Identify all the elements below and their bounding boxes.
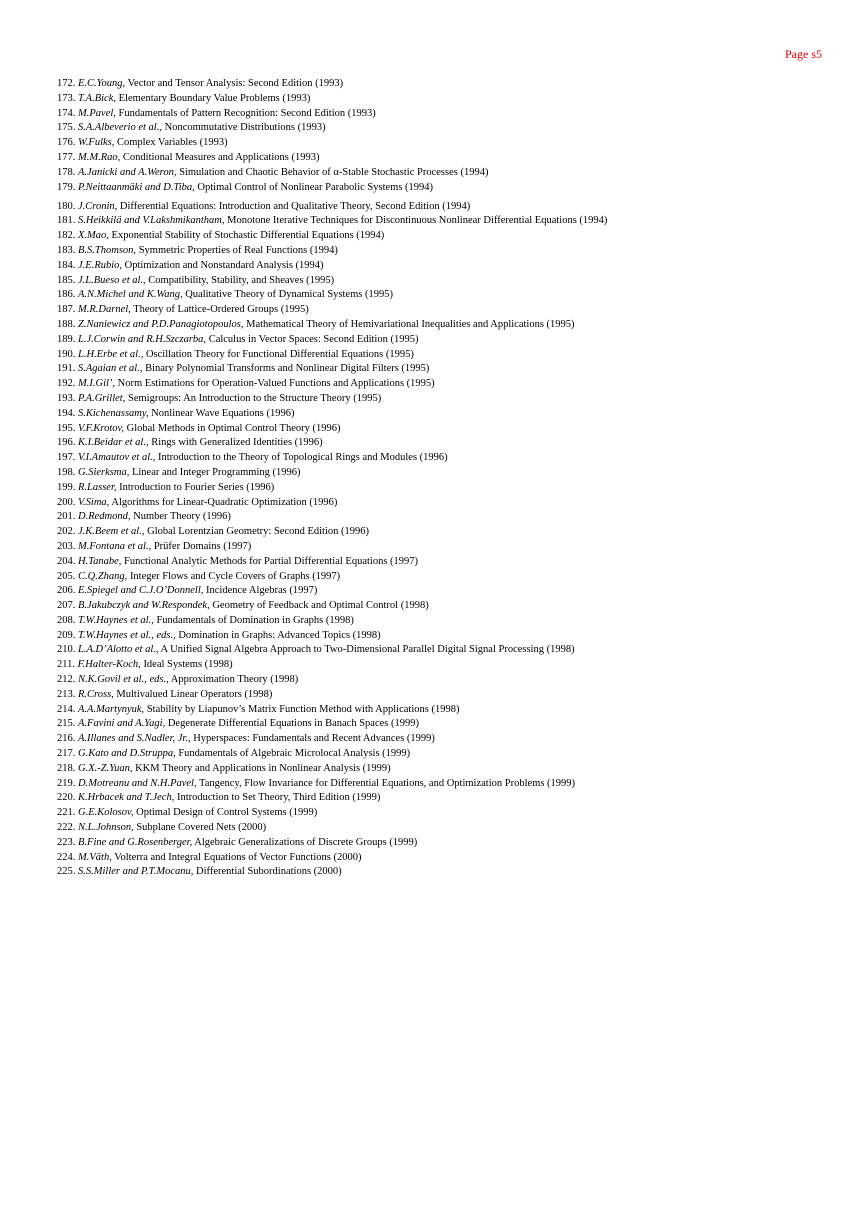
entry-author: N.L.Johnson, xyxy=(78,822,134,834)
entry-title: Global Methods in Optimal Control Theory (1996) xyxy=(126,422,341,434)
entry-number: 172. xyxy=(57,78,76,89)
entry-title: Semigroups: An Introduction to the Structure Theory (1995) xyxy=(127,392,382,404)
list-item xyxy=(57,570,847,585)
entry-title: Conditional Measures and Applications (1993) xyxy=(122,151,320,163)
entry-author: K.Hrbacek and T.Jech, xyxy=(78,792,175,804)
entry-number: 225. xyxy=(57,866,76,878)
entry-author: S.S.Miller and P.T.Mocanu, xyxy=(78,866,194,878)
list-item xyxy=(57,136,847,151)
entry-number: 191. xyxy=(57,363,76,375)
list-item xyxy=(57,584,847,599)
entry-author: S.Agaian et al., xyxy=(78,363,143,375)
list-item xyxy=(57,836,847,851)
entry-number: 213. xyxy=(57,688,76,700)
entry-title: Qualitative Theory of Dynamical Systems (1995) xyxy=(185,289,393,301)
entry-title: Nonlinear Wave Equations (1996) xyxy=(151,407,295,419)
list-item xyxy=(57,422,847,437)
entry-author: Z.Naniewicz and P.D.Panagiotopoulos, xyxy=(78,318,244,330)
entry-number: 209. xyxy=(57,629,76,641)
list-item xyxy=(57,348,847,363)
list-item xyxy=(57,540,847,555)
entry-number: 185. xyxy=(57,274,76,286)
entry-author: A.Illanes and S.Nadler, Jr., xyxy=(78,733,191,745)
entry-title: Elementary Boundary Value Problems (1993) xyxy=(118,92,311,104)
entry-title: Rings with Generalized Identities (1996) xyxy=(151,437,323,449)
list-item xyxy=(57,806,847,821)
entry-title: Binary Polynomial Transforms and Nonlinear Digital Filters (1995) xyxy=(145,363,430,375)
page-number: Page s5 xyxy=(785,47,822,61)
entry-number: 186. xyxy=(57,289,76,301)
list-item xyxy=(57,525,847,540)
entry-author: N.K.Govil et al., eds., xyxy=(78,674,169,686)
entry-number: 177. xyxy=(57,151,76,163)
list-item xyxy=(57,107,847,122)
entry-number: 221. xyxy=(57,807,76,819)
entry-author: A.Favini and A.Yagi, xyxy=(78,718,166,730)
entry-author: G.X.-Z.Yuan, xyxy=(78,762,133,774)
list-item xyxy=(57,333,847,348)
entry-title: Stability by Liapunov’s Matrix Function Method with Applications (1998) xyxy=(146,703,460,715)
entry-number: 200. xyxy=(57,496,76,508)
entry-title: Fundamentals of Algebraic Microlocal Analysis (1999) xyxy=(178,748,411,760)
list-item xyxy=(57,288,847,303)
entry-author: S.A.Albeverio et al., xyxy=(78,122,162,134)
entry-number: 193. xyxy=(57,392,76,404)
entry-number: 197. xyxy=(57,452,76,464)
list-item xyxy=(57,717,847,732)
entry-author: J.Cronin, xyxy=(78,200,118,212)
entry-author: M.M.Rao, xyxy=(78,151,121,163)
entry-author: E.C.Young, xyxy=(78,78,126,89)
list-item xyxy=(57,865,847,880)
list-item xyxy=(57,181,847,200)
entry-author: V.Sima, xyxy=(78,496,110,508)
entry-number: 188. xyxy=(57,318,76,330)
entry-title: Hyperspaces: Fundamentals and Recent Advances (1999) xyxy=(193,733,435,745)
entry-title: Oscillation Theory for Functional Differential Equations (1995) xyxy=(145,348,414,360)
entry-number: 220. xyxy=(57,792,76,804)
entry-title: Exponential Stability of Stochastic Differential Equations (1994) xyxy=(111,230,385,242)
entry-number: 176. xyxy=(57,137,76,149)
entry-number: 217. xyxy=(57,748,76,760)
entry-number: 210. xyxy=(57,644,76,656)
list-item xyxy=(57,629,847,644)
entry-author: B.Jakubczyk and W.Respondek, xyxy=(78,600,210,612)
entry-author: L.H.Erbe et al., xyxy=(78,348,144,360)
list-item xyxy=(57,214,847,229)
list-item xyxy=(57,377,847,392)
entry-title: Optimization and Nonstandard Analysis (1994) xyxy=(124,259,324,271)
entry-number: 219. xyxy=(57,777,76,789)
entry-author: X.Mao, xyxy=(78,230,109,242)
list-item xyxy=(57,244,847,259)
entry-number: 183. xyxy=(57,244,76,256)
entry-author: T.W.Haynes et al., eds., xyxy=(78,629,176,641)
entry-title: Domination in Graphs: Advanced Topics (1998) xyxy=(178,629,381,641)
entry-author: A.Janicki and A.Weron, xyxy=(78,166,177,178)
entry-number: 180. xyxy=(57,200,76,212)
entry-title: Number Theory (1996) xyxy=(133,511,231,523)
entry-number: 204. xyxy=(57,555,76,567)
entry-title: Functional Analytic Methods for Partial Differential Equations (1997) xyxy=(124,555,419,567)
entry-author: T.W.Haynes et al., xyxy=(78,614,154,626)
list-item xyxy=(57,821,847,836)
list-item xyxy=(57,151,847,166)
list-item xyxy=(57,732,847,747)
entry-author: A.N.Michel and K.Wang, xyxy=(78,289,183,301)
entry-number: 189. xyxy=(57,333,76,345)
entry-title: Integer Flows and Cycle Covers of Graphs (1997) xyxy=(129,570,341,582)
entry-author: G.Sierksma, xyxy=(78,466,130,478)
entry-number: 216. xyxy=(57,733,76,745)
entry-author: P.A.Grillet, xyxy=(78,392,126,404)
list-item xyxy=(57,555,847,570)
entry-title: Fundamentals of Domination in Graphs (1998) xyxy=(156,614,354,626)
entry-title: Monotone Iterative Techniques for Discontinuous Nonlinear Differential Equations (1994) xyxy=(227,215,608,227)
list-item xyxy=(57,274,847,289)
entry-number: 208. xyxy=(57,614,76,626)
entry-number: 218. xyxy=(57,762,76,774)
entry-author: M.R.Darnel, xyxy=(78,304,131,316)
list-item xyxy=(57,599,847,614)
list-item xyxy=(57,658,847,673)
list-item xyxy=(57,673,847,688)
list-item xyxy=(57,481,847,496)
entry-title: Symmetric Properties of Real Functions (1994) xyxy=(138,244,338,256)
entry-number: 207. xyxy=(57,600,76,612)
entry-number: 199. xyxy=(57,481,76,493)
list-item xyxy=(57,259,847,274)
list-item xyxy=(57,777,847,792)
entry-author: M.Väth, xyxy=(78,851,112,863)
list-item xyxy=(57,643,847,658)
list-item xyxy=(57,851,847,866)
entry-author: R.Lasser, xyxy=(78,481,117,493)
entry-author: G.E.Kolosov, xyxy=(78,807,134,819)
entry-number: 181. xyxy=(57,215,76,227)
entry-title: Simulation and Chaotic Behavior of α-Stable Stochastic Processes (1994) xyxy=(179,166,489,178)
entry-title: Ideal Systems (1998) xyxy=(143,659,233,671)
entry-author: D.Motreanu and N.H.Pavel, xyxy=(78,777,197,789)
book-list xyxy=(57,77,847,880)
entry-number: 196. xyxy=(57,437,76,449)
entry-title: Linear and Integer Programming (1996) xyxy=(131,466,301,478)
entry-author: H.Tanabe, xyxy=(78,555,122,567)
entry-title: Multivalued Linear Operators (1998) xyxy=(116,688,273,700)
entry-title: Subplane Covered Nets (2000) xyxy=(136,822,267,834)
entry-title: Theory of Lattice-Ordered Groups (1995) xyxy=(133,304,309,316)
entry-author: S.Heikkilä and V.Lakshmikantham, xyxy=(78,215,225,227)
entry-title: Differential Subordinations (2000) xyxy=(196,866,342,878)
entry-number: 206. xyxy=(57,585,76,597)
entry-title: Geometry of Feedback and Optimal Control (1998) xyxy=(212,600,429,612)
entry-number: 215. xyxy=(57,718,76,730)
entry-number: 182. xyxy=(57,230,76,242)
entry-author: T.A.Bick, xyxy=(78,92,117,104)
entry-number: 195. xyxy=(57,422,76,434)
entry-title: Tangency, Flow Invariance for Differential Equations, and Optimization Problems (1999) xyxy=(199,777,576,789)
entry-number: 174. xyxy=(57,107,76,119)
entry-number: 212. xyxy=(57,674,76,686)
entry-title: Algebraic Generalizations of Discrete Groups (1999) xyxy=(194,836,418,848)
entry-title: Introduction to Fourier Series (1996) xyxy=(119,481,275,493)
entry-number: 192. xyxy=(57,378,76,390)
list-item xyxy=(57,392,847,407)
entry-title: Complex Variables (1993) xyxy=(117,137,228,149)
entry-title: Norm Estimations for Operation-Valued Functions and Applications (1995) xyxy=(117,378,435,390)
entry-title: Compatibility, Stability, and Sheaves (1995) xyxy=(148,274,335,286)
entry-title: Noncommutative Distributions (1993) xyxy=(164,122,326,134)
entry-author: L.A.D’Alotto et al., xyxy=(78,644,159,656)
entry-number: 214. xyxy=(57,703,76,715)
entry-number: 179. xyxy=(57,181,76,193)
list-item xyxy=(57,407,847,422)
entry-title: Algorithms for Linear-Quadratic Optimization (1996) xyxy=(111,496,338,508)
entry-number: 178. xyxy=(57,166,76,178)
entry-author: A.A.Martynyuk, xyxy=(78,703,145,715)
entry-number: 202. xyxy=(57,526,76,538)
entry-title: Incidence Algebras (1997) xyxy=(206,585,318,597)
entry-author: M.Fontana et al., xyxy=(78,540,152,552)
entry-title: A Unified Signal Algebra Approach to Two-Dimensional Parallel Digital Signal Processing (1998) xyxy=(160,644,575,656)
entry-author: J.E.Rubio, xyxy=(78,259,123,271)
entry-author: R.Cross, xyxy=(78,688,114,700)
entry-number: 194. xyxy=(57,407,76,419)
entry-author: P.Neittaanmäki and D.Tiba, xyxy=(78,181,195,193)
entry-number: 198. xyxy=(57,466,76,478)
list-item xyxy=(57,303,847,318)
list-item xyxy=(57,92,847,107)
entry-author: G.Kato and D.Struppa, xyxy=(78,748,176,760)
list-item xyxy=(57,436,847,451)
entry-title: Fundamentals of Pattern Recognition: Second Edition (1993) xyxy=(118,107,376,119)
entry-author: C.Q.Zhang, xyxy=(78,570,128,582)
entry-author: D.Redmond, xyxy=(78,511,131,523)
list-item xyxy=(57,496,847,511)
list-item xyxy=(57,747,847,762)
entry-number: 184. xyxy=(57,259,76,271)
entry-number: 187. xyxy=(57,304,76,316)
entry-author: V.F.Krotov, xyxy=(78,422,124,434)
entry-title: Degenerate Differential Equations in Banach Spaces (1999) xyxy=(167,718,419,730)
list-item xyxy=(57,318,847,333)
list-item xyxy=(57,77,847,92)
list-item xyxy=(57,451,847,466)
entry-title: Vector and Tensor Analysis: Second Edition (1993) xyxy=(127,78,344,89)
entry-title: Mathematical Theory of Hemivariational Inequalities and Applications (1995) xyxy=(246,318,575,330)
entry-author: F.Halter-Koch, xyxy=(77,659,141,671)
entry-title: Approximation Theory (1998) xyxy=(170,674,299,686)
entry-number: 175. xyxy=(57,122,76,134)
entry-title: Global Lorentzian Geometry: Second Edition (1996) xyxy=(147,526,370,538)
entry-title: Introduction to the Theory of Topological Rings and Modules (1996) xyxy=(158,452,448,464)
entry-number: 223. xyxy=(57,836,76,848)
entry-title: Prüfer Domains (1997) xyxy=(153,540,252,552)
entry-number: 190. xyxy=(57,348,76,360)
entry-author: M.I.Gil’, xyxy=(78,378,116,390)
list-item xyxy=(57,510,847,525)
list-item xyxy=(57,791,847,806)
entry-author: M.Pavel, xyxy=(78,107,116,119)
entry-title: KKM Theory and Applications in Nonlinear Analysis (1999) xyxy=(135,762,391,774)
list-item xyxy=(57,166,847,181)
entry-number: 211. xyxy=(57,659,75,671)
list-item xyxy=(57,200,847,215)
entry-number: 224. xyxy=(57,851,76,863)
list-item xyxy=(57,229,847,244)
entry-author: B.S.Thomson, xyxy=(78,244,137,256)
entry-title: Optimal Design of Control Systems (1999) xyxy=(136,807,318,819)
entry-author: J.K.Beem et al., xyxy=(78,526,145,538)
entry-author: K.I.Beidar et al., xyxy=(78,437,149,449)
entry-title: Volterra and Integral Equations of Vector Functions (2000) xyxy=(114,851,362,863)
entry-title: Introduction to Set Theory, Third Edition (1999) xyxy=(176,792,381,804)
entry-author: V.I.Amautov et al., xyxy=(78,452,156,464)
list-item xyxy=(57,466,847,481)
list-item xyxy=(57,362,847,377)
entry-number: 222. xyxy=(57,822,76,834)
entry-author: L.J.Corwin and R.H.Szczarba, xyxy=(78,333,207,345)
entry-author: E.Spiegel and C.J.O’Donnell, xyxy=(78,585,204,597)
entry-author: S.Kichenassamy, xyxy=(78,407,149,419)
list-item xyxy=(57,762,847,777)
entry-number: 173. xyxy=(57,92,76,104)
entry-number: 203. xyxy=(57,540,76,552)
entry-author: W.Fulks, xyxy=(78,137,115,149)
entry-number: 201. xyxy=(57,511,76,523)
entry-title: Optimal Control of Nonlinear Parabolic Systems (1994) xyxy=(197,181,434,193)
entry-author: J.L.Bueso et al., xyxy=(78,274,146,286)
entry-title: Differential Equations: Introduction and Qualitative Theory, Second Edition (1994) xyxy=(119,200,471,212)
list-item xyxy=(57,614,847,629)
list-item xyxy=(57,703,847,718)
list-item xyxy=(57,121,847,136)
entry-number: 205. xyxy=(57,570,76,582)
entry-author: B.Fine and G.Rosenberger, xyxy=(78,836,193,848)
list-item xyxy=(57,688,847,703)
entry-title: Calculus in Vector Spaces: Second Edition (1995) xyxy=(208,333,419,345)
